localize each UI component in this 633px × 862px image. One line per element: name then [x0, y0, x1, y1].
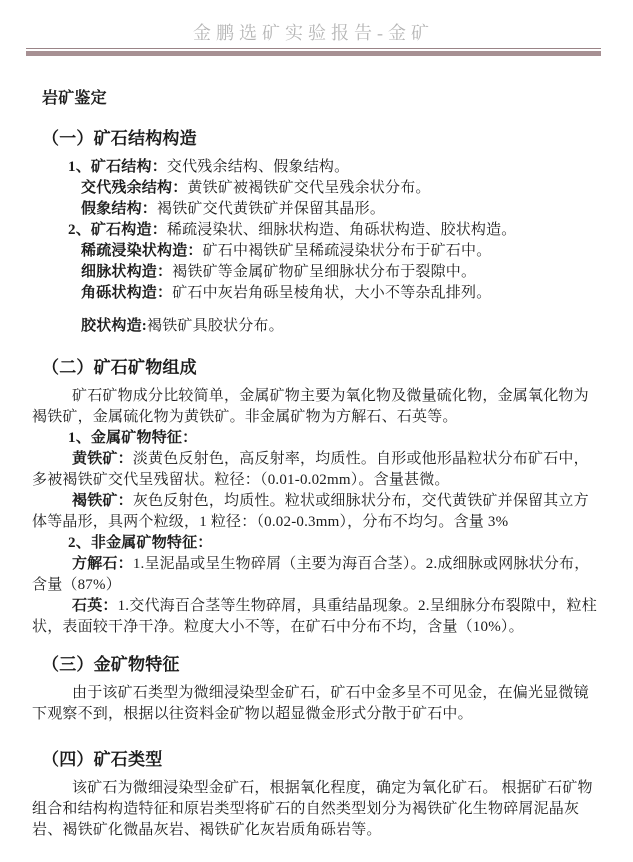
paragraph — [32, 596, 601, 638]
list-item-term: 细脉状构造： — [81, 264, 173, 280]
mineral-term: 方解石： — [72, 556, 133, 572]
list-item — [68, 157, 601, 178]
list-item-text: 褐铁矿交代黄铁矿并保留其晶形。 — [157, 201, 386, 217]
mineral-text: 1.呈泥晶或呈生物碎屑（主要为海百合茎）。2.成细脉或网脉状分布，含量（87%） — [32, 556, 590, 593]
sub-section-header: 2、非金属矿物特征： — [68, 535, 213, 551]
section-heading-1: （一）矿石结构构造 — [42, 129, 197, 148]
header-rule-thick-line — [26, 51, 601, 56]
list-item-text: 黄铁矿被褐铁矿交代呈残余状分布。 — [187, 180, 431, 196]
list-item-term: 稀疏浸染状构造： — [81, 243, 203, 259]
paragraph: 由于该矿石类型为微细浸染型金矿石，矿石中金多呈不可见金，在偏光显微镜下观察不到，根据以往资料金矿物以超显微金形式分散于矿石中。 — [32, 685, 589, 722]
list-item — [81, 262, 601, 283]
list-item — [81, 283, 601, 304]
section-heading-2: （二）矿石矿物组成 — [42, 358, 197, 377]
mineral-text: 淡黄色反射色，高反射率，均质性。自形或他形晶粒状分布矿石中，多被褐铁矿交代呈残留状。粒径：（0.01-0.02mm）。含量甚微。 — [32, 451, 589, 488]
list-item — [68, 220, 601, 241]
list-item — [81, 241, 601, 262]
page-header — [26, 22, 601, 56]
section-heading-3: （三）金矿物特征 — [42, 655, 180, 674]
header-rule-thin-line — [26, 48, 601, 49]
list-item-text: 交代残余结构、假象结构。 — [166, 159, 350, 175]
paragraph — [32, 554, 601, 596]
header-title: 金鹏选矿实验报告-金矿 — [193, 23, 434, 43]
paragraph — [32, 491, 601, 533]
paragraph: 矿石矿物成分比较简单，金属矿物主要为氧化物及微量硫化物，金属氧化物为褐铁矿，金属硫化物为黄铁矿。非金属矿物为方解石、石英等。 — [32, 388, 589, 425]
paragraph: 该矿石为微细浸染型金矿石，根据氧化程度，确定为氧化矿石。 根据矿石矿物组合和结构构造特征和原岩类型将矿石的自然类型划分为褐铁矿化生物碎屑泥晶灰岩、褐铁矿化微晶灰岩、褐铁矿化灰岩质角砾岩等。 — [32, 780, 593, 838]
mineral-term: 石英： — [72, 598, 118, 614]
list-item — [81, 178, 601, 199]
list-item-text: 稀疏浸染状、细脉状构造、角砾状构造、胶状构造。 — [166, 222, 517, 238]
list-item-text: 褐铁矿等金属矿物矿呈细脉状分布于裂隙中。 — [172, 264, 477, 280]
list-item-term: 假象结构： — [81, 201, 158, 217]
doc-title: 岩矿鉴定 — [42, 90, 107, 107]
list-item-term: 角砾状构造： — [81, 285, 173, 301]
section-heading-4: （四）矿石类型 — [42, 750, 163, 769]
paragraph — [32, 449, 601, 491]
sub-section-header: 1、金属矿物特征： — [68, 430, 198, 446]
header-rule — [26, 48, 601, 56]
document-body — [0, 89, 633, 841]
list-item — [81, 316, 601, 337]
list-item-text: 矿石中褐铁矿呈稀疏浸染状分布于矿石中。 — [202, 243, 492, 259]
list-item-text: 褐铁矿具胶状分布。 — [147, 318, 284, 334]
list-item-text: 矿石中灰岩角砾呈棱角状，大小不等杂乱排列。 — [172, 285, 492, 301]
list-item — [81, 199, 601, 220]
mineral-term: 黄铁矿： — [72, 451, 133, 467]
mineral-text: 灰色反射色，均质性。粒状或细脉状分布，交代黄铁矿并保留其立方体等晶形，具两个粒级，1 粒径：（0.02-0.3mm），分布不均匀。含量 3% — [32, 493, 589, 530]
list-item-term: 2、矿石构造： — [68, 222, 167, 238]
list-item-term: 1、矿石结构： — [68, 159, 167, 175]
mineral-text: 1.交代海百合茎等生物碎屑，具重结晶现象。2.呈细脉分布裂隙中，粒柱状，表面较干净干净。粒度大小不等，在矿石中分布不均，含量（10%）。 — [32, 598, 597, 635]
mineral-term: 褐铁矿： — [72, 493, 133, 509]
list-item-term: 胶状构造: — [81, 318, 147, 334]
list-item-term: 交代残余结构： — [81, 180, 188, 196]
